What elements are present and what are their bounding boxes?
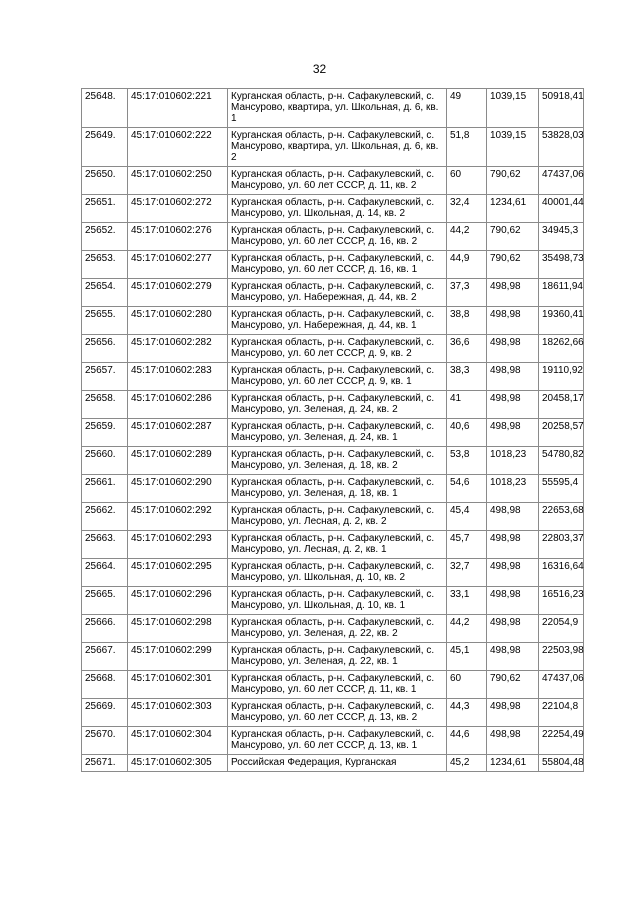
value-cell: 22803,37 — [539, 531, 584, 559]
value-cell: 54780,82 — [539, 447, 584, 475]
table-row — [82, 699, 584, 727]
area-cell: 38,8 — [447, 307, 487, 335]
rate-cell: 1234,61 — [487, 195, 539, 223]
table-row — [82, 391, 584, 419]
table-row — [82, 195, 584, 223]
row-number-cell: 25650. — [82, 167, 128, 195]
address-cell: Курганская область, р-н. Сафакулевский, с. Мансурово, ул. 60 лет СССР, д. 11, кв. 2 — [228, 167, 447, 195]
cadastral-number-cell: 45:17:010602:287 — [128, 419, 228, 447]
cadastral-number-cell: 45:17:010602:279 — [128, 279, 228, 307]
row-number-cell: 25652. — [82, 223, 128, 251]
cadastral-number-cell: 45:17:010602:283 — [128, 363, 228, 391]
address-cell: Курганская область, р-н. Сафакулевский, с. Мансурово, ул. Лесная, д. 2, кв. 1 — [228, 531, 447, 559]
row-number-cell: 25669. — [82, 699, 128, 727]
rate-cell: 498,98 — [487, 699, 539, 727]
value-cell: 22104,8 — [539, 699, 584, 727]
table-row — [82, 307, 584, 335]
row-number-cell: 25651. — [82, 195, 128, 223]
table-row — [82, 251, 584, 279]
address-cell: Курганская область, р-н. Сафакулевский, с. Мансурово, ул. 60 лет СССР, д. 16, кв. 1 — [228, 251, 447, 279]
rate-cell: 498,98 — [487, 587, 539, 615]
value-cell: 55595,4 — [539, 475, 584, 503]
cadastral-number-cell: 45:17:010602:276 — [128, 223, 228, 251]
cadastral-number-cell: 45:17:010602:286 — [128, 391, 228, 419]
table-row — [82, 727, 584, 755]
row-number-cell: 25660. — [82, 447, 128, 475]
value-cell: 22503,98 — [539, 643, 584, 671]
row-number-cell: 25665. — [82, 587, 128, 615]
value-cell: 35498,73 — [539, 251, 584, 279]
address-cell: Курганская область, р-н. Сафакулевский, с. Мансурово, ул. 60 лет СССР, д. 9, кв. 2 — [228, 335, 447, 363]
table-row — [82, 223, 584, 251]
address-cell: Курганская область, р-н. Сафакулевский, с. Мансурово, ул. Зеленая, д. 18, кв. 1 — [228, 475, 447, 503]
value-cell: 19360,41 — [539, 307, 584, 335]
rate-cell: 498,98 — [487, 503, 539, 531]
table-row — [82, 128, 584, 167]
value-cell: 20458,17 — [539, 391, 584, 419]
value-cell: 55804,48 — [539, 755, 584, 772]
address-cell: Курганская область, р-н. Сафакулевский, с. Мансурово, ул. 60 лет СССР, д. 11, кв. 1 — [228, 671, 447, 699]
address-cell: Курганская область, р-н. Сафакулевский, с. Мансурово, квартира, ул. Школьная, д. 6, кв. 1 — [228, 89, 447, 128]
cadastral-number-cell: 45:17:010602:282 — [128, 335, 228, 363]
table-row — [82, 643, 584, 671]
rate-cell: 790,62 — [487, 167, 539, 195]
table-row — [82, 447, 584, 475]
cadastral-number-cell: 45:17:010602:292 — [128, 503, 228, 531]
rate-cell: 1234,61 — [487, 755, 539, 772]
rate-cell: 1039,15 — [487, 128, 539, 167]
address-cell: Курганская область, р-н. Сафакулевский, с. Мансурово, ул. Лесная, д. 2, кв. 2 — [228, 503, 447, 531]
area-cell: 36,6 — [447, 335, 487, 363]
page-number: 32 — [312, 62, 327, 76]
rate-cell: 498,98 — [487, 615, 539, 643]
table-row — [82, 419, 584, 447]
table-row — [82, 475, 584, 503]
value-cell: 18262,66 — [539, 335, 584, 363]
table-row — [82, 167, 584, 195]
rate-cell: 790,62 — [487, 251, 539, 279]
property-table-body — [82, 89, 584, 772]
cadastral-number-cell: 45:17:010602:222 — [128, 128, 228, 167]
area-cell: 33,1 — [447, 587, 487, 615]
address-cell: Курганская область, р-н. Сафакулевский, с. Мансурово, ул. 60 лет СССР, д. 9, кв. 1 — [228, 363, 447, 391]
cadastral-number-cell: 45:17:010602:299 — [128, 643, 228, 671]
rate-cell: 498,98 — [487, 279, 539, 307]
rate-cell: 790,62 — [487, 671, 539, 699]
rate-cell: 498,98 — [487, 559, 539, 587]
area-cell: 49 — [447, 89, 487, 128]
row-number-cell: 25670. — [82, 727, 128, 755]
rate-cell: 498,98 — [487, 363, 539, 391]
area-cell: 32,7 — [447, 559, 487, 587]
cadastral-number-cell: 45:17:010602:280 — [128, 307, 228, 335]
value-cell: 16516,23 — [539, 587, 584, 615]
address-cell: Курганская область, р-н. Сафакулевский, с. Мансурово, ул. Набережная, д. 44, кв. 1 — [228, 307, 447, 335]
rate-cell: 1039,15 — [487, 89, 539, 128]
area-cell: 51,8 — [447, 128, 487, 167]
cadastral-number-cell: 45:17:010602:290 — [128, 475, 228, 503]
table-row — [82, 335, 584, 363]
value-cell: 16316,64 — [539, 559, 584, 587]
table-row — [82, 615, 584, 643]
table-row — [82, 89, 584, 128]
area-cell: 44,2 — [447, 223, 487, 251]
cadastral-number-cell: 45:17:010602:296 — [128, 587, 228, 615]
area-cell: 44,3 — [447, 699, 487, 727]
address-cell: Курганская область, р-н. Сафакулевский, с. Мансурово, ул. 60 лет СССР, д. 13, кв. 2 — [228, 699, 447, 727]
row-number-cell: 25667. — [82, 643, 128, 671]
value-cell: 40001,44 — [539, 195, 584, 223]
rate-cell: 498,98 — [487, 419, 539, 447]
area-cell: 60 — [447, 167, 487, 195]
address-cell: Курганская область, р-н. Сафакулевский, с. Мансурово, ул. Зеленая, д. 18, кв. 2 — [228, 447, 447, 475]
cadastral-number-cell: 45:17:010602:303 — [128, 699, 228, 727]
rate-cell: 498,98 — [487, 335, 539, 363]
address-cell: Российская Федерация, Курганская — [228, 755, 447, 772]
cadastral-number-cell: 45:17:010602:289 — [128, 447, 228, 475]
address-cell: Курганская область, р-н. Сафакулевский, с. Мансурово, квартира, ул. Школьная, д. 6, кв. 2 — [228, 128, 447, 167]
row-number-cell: 25659. — [82, 419, 128, 447]
address-cell: Курганская область, р-н. Сафакулевский, с. Мансурово, ул. Зеленая, д. 24, кв. 1 — [228, 419, 447, 447]
cadastral-number-cell: 45:17:010602:277 — [128, 251, 228, 279]
rate-cell: 1018,23 — [487, 475, 539, 503]
area-cell: 53,8 — [447, 447, 487, 475]
rate-cell: 498,98 — [487, 643, 539, 671]
property-table — [81, 88, 584, 772]
cadastral-number-cell: 45:17:010602:293 — [128, 531, 228, 559]
value-cell: 20258,57 — [539, 419, 584, 447]
table-row — [82, 755, 584, 772]
area-cell: 60 — [447, 671, 487, 699]
table-row — [82, 531, 584, 559]
table-row — [82, 559, 584, 587]
area-cell: 44,2 — [447, 615, 487, 643]
address-cell: Курганская область, р-н. Сафакулевский, с. Мансурово, ул. Зеленая, д. 22, кв. 2 — [228, 615, 447, 643]
row-number-cell: 25654. — [82, 279, 128, 307]
cadastral-number-cell: 45:17:010602:250 — [128, 167, 228, 195]
row-number-cell: 25662. — [82, 503, 128, 531]
row-number-cell: 25655. — [82, 307, 128, 335]
value-cell: 34945,3 — [539, 223, 584, 251]
row-number-cell: 25657. — [82, 363, 128, 391]
area-cell: 37,3 — [447, 279, 487, 307]
cadastral-number-cell: 45:17:010602:298 — [128, 615, 228, 643]
rate-cell: 790,62 — [487, 223, 539, 251]
row-number-cell: 25649. — [82, 128, 128, 167]
address-cell: Курганская область, р-н. Сафакулевский, с. Мансурово, ул. 60 лет СССР, д. 13, кв. 1 — [228, 727, 447, 755]
address-cell: Курганская область, р-н. Сафакулевский, с. Мансурово, ул. 60 лет СССР, д. 16, кв. 2 — [228, 223, 447, 251]
table-row — [82, 279, 584, 307]
row-number-cell: 25664. — [82, 559, 128, 587]
address-cell: Курганская область, р-н. Сафакулевский, с. Мансурово, ул. Школьная, д. 10, кв. 1 — [228, 587, 447, 615]
rate-cell: 498,98 — [487, 531, 539, 559]
address-cell: Курганская область, р-н. Сафакулевский, с. Мансурово, ул. Набережная, д. 44, кв. 2 — [228, 279, 447, 307]
table-row — [82, 363, 584, 391]
table-row — [82, 587, 584, 615]
row-number-cell: 25648. — [82, 89, 128, 128]
address-cell: Курганская область, р-н. Сафакулевский, с. Мансурово, ул. Школьная, д. 14, кв. 2 — [228, 195, 447, 223]
area-cell: 32,4 — [447, 195, 487, 223]
cadastral-number-cell: 45:17:010602:301 — [128, 671, 228, 699]
value-cell: 18611,94 — [539, 279, 584, 307]
value-cell: 19110,92 — [539, 363, 584, 391]
value-cell: 22254,49 — [539, 727, 584, 755]
rate-cell: 498,98 — [487, 307, 539, 335]
row-number-cell: 25668. — [82, 671, 128, 699]
cadastral-number-cell: 45:17:010602:272 — [128, 195, 228, 223]
row-number-cell: 25671. — [82, 755, 128, 772]
cadastral-number-cell: 45:17:010602:295 — [128, 559, 228, 587]
address-cell: Курганская область, р-н. Сафакулевский, с. Мансурово, ул. Школьная, д. 10, кв. 2 — [228, 559, 447, 587]
rate-cell: 498,98 — [487, 391, 539, 419]
value-cell: 47437,06 — [539, 167, 584, 195]
area-cell: 41 — [447, 391, 487, 419]
area-cell: 45,1 — [447, 643, 487, 671]
area-cell: 44,6 — [447, 727, 487, 755]
value-cell: 22653,68 — [539, 503, 584, 531]
cadastral-number-cell: 45:17:010602:305 — [128, 755, 228, 772]
area-cell: 45,2 — [447, 755, 487, 772]
rate-cell: 498,98 — [487, 727, 539, 755]
area-cell: 45,4 — [447, 503, 487, 531]
row-number-cell: 25666. — [82, 615, 128, 643]
address-cell: Курганская область, р-н. Сафакулевский, с. Мансурово, ул. Зеленая, д. 22, кв. 1 — [228, 643, 447, 671]
table-row — [82, 671, 584, 699]
row-number-cell: 25653. — [82, 251, 128, 279]
area-cell: 54,6 — [447, 475, 487, 503]
value-cell: 22054,9 — [539, 615, 584, 643]
area-cell: 38,3 — [447, 363, 487, 391]
rate-cell: 1018,23 — [487, 447, 539, 475]
area-cell: 45,7 — [447, 531, 487, 559]
row-number-cell: 25661. — [82, 475, 128, 503]
address-cell: Курганская область, р-н. Сафакулевский, с. Мансурово, ул. Зеленая, д. 24, кв. 2 — [228, 391, 447, 419]
value-cell: 47437,06 — [539, 671, 584, 699]
area-cell: 44,9 — [447, 251, 487, 279]
area-cell: 40,6 — [447, 419, 487, 447]
cadastral-number-cell: 45:17:010602:221 — [128, 89, 228, 128]
row-number-cell: 25656. — [82, 335, 128, 363]
value-cell: 50918,41 — [539, 89, 584, 128]
cadastral-number-cell: 45:17:010602:304 — [128, 727, 228, 755]
row-number-cell: 25658. — [82, 391, 128, 419]
row-number-cell: 25663. — [82, 531, 128, 559]
value-cell: 53828,03 — [539, 128, 584, 167]
table-row — [82, 503, 584, 531]
